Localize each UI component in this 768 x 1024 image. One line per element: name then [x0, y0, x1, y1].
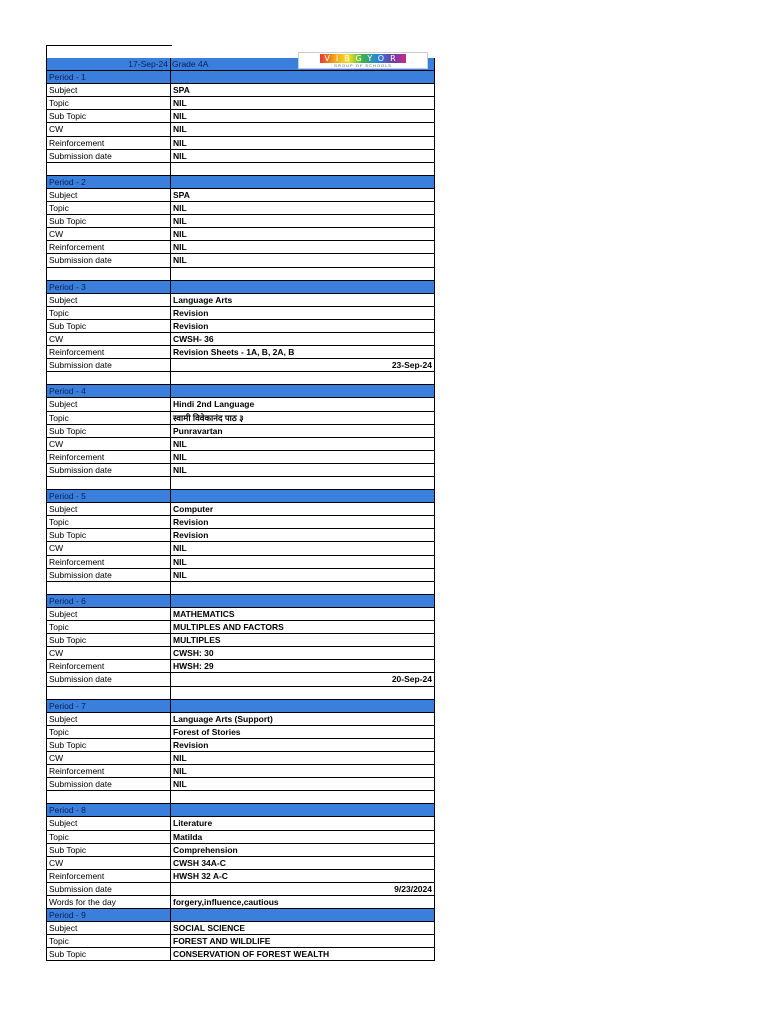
field-value[interactable]: NIL: [171, 228, 435, 241]
field-value[interactable]: Punravartan: [171, 425, 435, 438]
spacer-row: [46, 163, 436, 176]
field-label[interactable]: Subject: [46, 294, 171, 307]
field-label[interactable]: Subject: [46, 713, 171, 726]
table-row: [46, 556, 436, 569]
table-row: [46, 425, 436, 438]
spacer-cell: [46, 372, 171, 385]
period-title[interactable]: Period - 5: [46, 490, 171, 503]
period-title[interactable]: Period - 4: [46, 385, 171, 398]
field-value[interactable]: Computer: [171, 503, 435, 516]
period-header-row: [46, 595, 436, 608]
table-row: [46, 412, 436, 425]
period-title[interactable]: Period - 2: [46, 176, 171, 189]
field-label[interactable]: Reinforcement: [46, 556, 171, 569]
table-row: [46, 922, 436, 935]
spacer-cell: [46, 163, 171, 176]
table-row: [46, 398, 436, 411]
field-label[interactable]: Reinforcement: [46, 660, 171, 673]
table-row: [46, 241, 436, 254]
period-header-cell[interactable]: [171, 176, 435, 189]
field-value[interactable]: NIL: [171, 215, 435, 228]
field-value[interactable]: SOCIAL SCIENCE: [171, 922, 435, 935]
table-row: [46, 778, 436, 791]
spacer-cell: [46, 791, 171, 804]
logo-subtitle: GROUP OF SCHOOLS: [334, 63, 392, 68]
period-title[interactable]: Period - 1: [46, 71, 171, 84]
field-label[interactable]: Submission date: [46, 359, 171, 372]
field-value[interactable]: 23-Sep-24: [171, 359, 435, 372]
field-label[interactable]: CW: [46, 647, 171, 660]
field-label[interactable]: Sub Topic: [46, 948, 171, 961]
field-label[interactable]: Topic: [46, 726, 171, 739]
table-row: [46, 189, 436, 202]
table-row: [46, 660, 436, 673]
spacer-cell: [46, 582, 171, 595]
table-row: [46, 569, 436, 582]
spacer-cell: [46, 268, 171, 281]
spacer-row: [46, 372, 436, 385]
field-label[interactable]: Topic: [46, 307, 171, 320]
field-value[interactable]: Language Arts (Support): [171, 713, 435, 726]
field-value[interactable]: CWSH 34A-C: [171, 857, 435, 870]
field-label[interactable]: Words for the day: [46, 896, 171, 909]
field-label[interactable]: Topic: [46, 621, 171, 634]
field-value[interactable]: Revision: [171, 516, 435, 529]
field-value[interactable]: MULTIPLES AND FACTORS: [171, 621, 435, 634]
table-row: [46, 726, 436, 739]
period-title[interactable]: Period - 7: [46, 700, 171, 713]
field-value[interactable]: NIL: [171, 569, 435, 582]
field-label[interactable]: Sub Topic: [46, 215, 171, 228]
field-label[interactable]: Reinforcement: [46, 870, 171, 883]
field-label[interactable]: CW: [46, 333, 171, 346]
field-label[interactable]: Submission date: [46, 464, 171, 477]
table-row: [46, 857, 436, 870]
spacer-cell: [171, 268, 435, 281]
table-row: [46, 346, 436, 359]
period-header-cell[interactable]: [171, 281, 435, 294]
field-value[interactable]: NIL: [171, 123, 435, 136]
period-header-cell[interactable]: [171, 71, 435, 84]
table-row: [46, 110, 436, 123]
table-row: [46, 503, 436, 516]
field-label[interactable]: CW: [46, 438, 171, 451]
field-value[interactable]: Revision Sheets - 1A, B, 2A, B: [171, 346, 435, 359]
field-value[interactable]: Literature: [171, 817, 435, 830]
table-row: [46, 883, 436, 896]
table-row: [46, 896, 436, 909]
field-value[interactable]: Revision: [171, 739, 435, 752]
field-label[interactable]: Reinforcement: [46, 451, 171, 464]
table-row: [46, 870, 436, 883]
table-row: [46, 608, 436, 621]
table-row: [46, 516, 436, 529]
field-label[interactable]: Sub Topic: [46, 529, 171, 542]
table-row: [46, 123, 436, 136]
field-label[interactable]: Sub Topic: [46, 634, 171, 647]
table-row: [46, 948, 436, 961]
period-header-row: [46, 700, 436, 713]
table-row: [46, 359, 436, 372]
field-label[interactable]: Subject: [46, 398, 171, 411]
spacer-cell: [46, 477, 171, 490]
spacer-cell: [171, 372, 435, 385]
field-label[interactable]: CW: [46, 228, 171, 241]
field-value[interactable]: SPA: [171, 189, 435, 202]
field-value[interactable]: NIL: [171, 202, 435, 215]
table-row: [46, 320, 436, 333]
field-label[interactable]: Topic: [46, 935, 171, 948]
period-header-cell[interactable]: [171, 490, 435, 503]
spacer-cell: [171, 687, 435, 700]
field-label[interactable]: Sub Topic: [46, 739, 171, 752]
table-row: [46, 137, 436, 150]
period-header-cell[interactable]: [171, 595, 435, 608]
field-label[interactable]: Submission date: [46, 778, 171, 791]
field-label[interactable]: Subject: [46, 608, 171, 621]
period-header-row: [46, 71, 436, 84]
table-row: [46, 634, 436, 647]
table-row: [46, 713, 436, 726]
field-value[interactable]: NIL: [171, 556, 435, 569]
field-label[interactable]: Reinforcement: [46, 765, 171, 778]
field-value[interactable]: Revision: [171, 307, 435, 320]
spacer-cell: [46, 687, 171, 700]
table-row: [46, 844, 436, 857]
table-row: [46, 752, 436, 765]
field-label[interactable]: Sub Topic: [46, 844, 171, 857]
spacer-row: [46, 791, 436, 804]
spacer-row: [46, 477, 436, 490]
period-header-cell[interactable]: [171, 700, 435, 713]
field-value[interactable]: CONSERVATION OF FOREST WEALTH: [171, 948, 435, 961]
field-value[interactable]: NIL: [171, 97, 435, 110]
period-title[interactable]: Period - 8: [46, 804, 171, 817]
field-value[interactable]: forgery,influence,cautious: [171, 896, 435, 909]
blank-cell: [46, 45, 172, 58]
field-value[interactable]: NIL: [171, 438, 435, 451]
field-value[interactable]: HWSH 32 A-C: [171, 870, 435, 883]
field-value[interactable]: NIL: [171, 451, 435, 464]
field-label[interactable]: Topic: [46, 412, 171, 425]
period-header-row: [46, 804, 436, 817]
field-value[interactable]: NIL: [171, 542, 435, 555]
period-header-row: [46, 176, 436, 189]
spacer-row: [46, 268, 436, 281]
field-label[interactable]: CW: [46, 752, 171, 765]
field-label[interactable]: Reinforcement: [46, 346, 171, 359]
field-value[interactable]: NIL: [171, 150, 435, 163]
field-label[interactable]: CW: [46, 542, 171, 555]
table-row: [46, 831, 436, 844]
table-row: [46, 765, 436, 778]
table-row: [46, 215, 436, 228]
period-header-cell[interactable]: [171, 385, 435, 398]
table-row: [46, 464, 436, 477]
period-header-row: [46, 909, 436, 922]
table-row: [46, 451, 436, 464]
field-value[interactable]: NIL: [171, 137, 435, 150]
table-row: [46, 97, 436, 110]
field-value[interactable]: Revision: [171, 320, 435, 333]
logo-brand: VIBGYOR: [320, 54, 405, 63]
table-row: [46, 307, 436, 320]
period-header-row: [46, 281, 436, 294]
field-label[interactable]: Sub Topic: [46, 425, 171, 438]
table-row: [46, 673, 436, 686]
field-label[interactable]: Reinforcement: [46, 241, 171, 254]
field-value[interactable]: NIL: [171, 765, 435, 778]
period-title[interactable]: Period - 9: [46, 909, 171, 922]
field-label[interactable]: Sub Topic: [46, 110, 171, 123]
field-value[interactable]: Revision: [171, 529, 435, 542]
period-header-row: [46, 385, 436, 398]
field-value[interactable]: NIL: [171, 778, 435, 791]
table-row: [46, 202, 436, 215]
field-value[interactable]: MULTIPLES: [171, 634, 435, 647]
table-row: [46, 228, 436, 241]
field-value[interactable]: CWSH- 36: [171, 333, 435, 346]
period-title[interactable]: Period - 3: [46, 281, 171, 294]
period-header-cell[interactable]: [171, 804, 435, 817]
field-value[interactable]: NIL: [171, 464, 435, 477]
field-label[interactable]: Topic: [46, 516, 171, 529]
field-value[interactable]: Language Arts: [171, 294, 435, 307]
period-title[interactable]: Period - 6: [46, 595, 171, 608]
field-value[interactable]: NIL: [171, 110, 435, 123]
table-row: [46, 647, 436, 660]
field-label[interactable]: Subject: [46, 84, 171, 97]
table-row: [46, 438, 436, 451]
field-value[interactable]: Hindi 2nd Language: [171, 398, 435, 411]
field-label[interactable]: Reinforcement: [46, 137, 171, 150]
field-label[interactable]: Subject: [46, 189, 171, 202]
field-value[interactable]: SPA: [171, 84, 435, 97]
period-header-cell[interactable]: [171, 909, 435, 922]
table-row: [46, 739, 436, 752]
spacer-cell: [171, 791, 435, 804]
field-value[interactable]: Forest of Stories: [171, 726, 435, 739]
field-label[interactable]: Sub Topic: [46, 320, 171, 333]
table-row: [46, 84, 436, 97]
school-logo: [298, 52, 428, 69]
spacer-row: [46, 582, 436, 595]
field-label[interactable]: CW: [46, 857, 171, 870]
field-value[interactable]: FOREST AND WILDLIFE: [171, 935, 435, 948]
date-cell[interactable]: 17-Sep-24: [46, 58, 171, 71]
spacer-row: [46, 687, 436, 700]
period-rows: [46, 71, 436, 961]
field-value[interactable]: NIL: [171, 241, 435, 254]
field-label[interactable]: Submission date: [46, 150, 171, 163]
field-label[interactable]: Topic: [46, 831, 171, 844]
field-value[interactable]: HWSH: 29: [171, 660, 435, 673]
timetable-sheet: [46, 58, 436, 961]
field-value[interactable]: Comprehension: [171, 844, 435, 857]
field-label[interactable]: Topic: [46, 97, 171, 110]
spacer-cell: [171, 582, 435, 595]
field-value[interactable]: NIL: [171, 752, 435, 765]
field-label[interactable]: Submission date: [46, 883, 171, 896]
field-value[interactable]: Matilda: [171, 831, 435, 844]
table-row: [46, 621, 436, 634]
grade-cell[interactable]: Grade 4A: [171, 58, 435, 71]
period-header-row: [46, 490, 436, 503]
field-value[interactable]: स्वामी विवेकानंद पाठ ३: [171, 412, 435, 425]
field-label[interactable]: Submission date: [46, 673, 171, 686]
table-row: [46, 542, 436, 555]
field-value[interactable]: MATHEMATICS: [171, 608, 435, 621]
field-label[interactable]: Subject: [46, 503, 171, 516]
field-label[interactable]: Subject: [46, 817, 171, 830]
field-label[interactable]: Subject: [46, 922, 171, 935]
table-row: [46, 254, 436, 267]
field-label[interactable]: Submission date: [46, 569, 171, 582]
spacer-cell: [171, 477, 435, 490]
table-row: [46, 935, 436, 948]
field-value[interactable]: CWSH: 30: [171, 647, 435, 660]
table-row: [46, 333, 436, 346]
field-value[interactable]: 9/23/2024: [171, 883, 435, 896]
field-value[interactable]: NIL: [171, 254, 435, 267]
field-label[interactable]: CW: [46, 123, 171, 136]
field-label[interactable]: Topic: [46, 202, 171, 215]
field-value[interactable]: 20-Sep-24: [171, 673, 435, 686]
table-row: [46, 150, 436, 163]
table-row: [46, 529, 436, 542]
table-row: [46, 294, 436, 307]
spacer-cell: [171, 163, 435, 176]
field-label[interactable]: Submission date: [46, 254, 171, 267]
table-row: [46, 817, 436, 830]
